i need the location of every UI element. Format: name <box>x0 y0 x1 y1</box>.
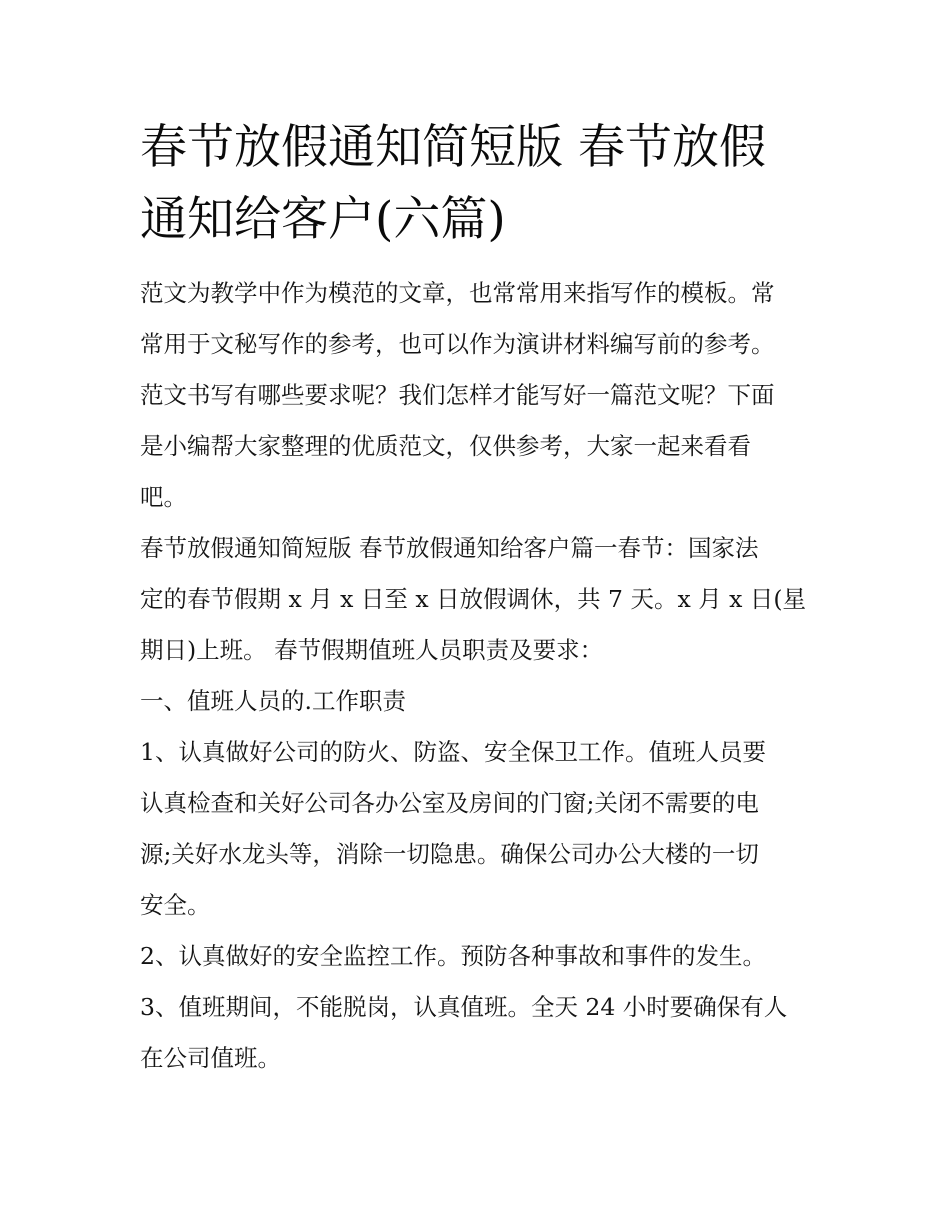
text-line: 期日)上班。 春节假期值班人员职责及要求： <box>140 636 604 664</box>
duty-item-1 <box>140 727 820 931</box>
text-line: 定的春节假期 x 月 x 日至 x 日放假调休，共 7 天。x 月 x 日(星 <box>140 585 807 613</box>
duty-item-2 <box>140 931 820 982</box>
text-line: 是小编帮大家整理的优质范文，仅供参考，大家一起来看看 <box>140 432 751 460</box>
text-line: 源;关好水龙头等，消除一切隐患。确保公司办公大楼的一切 <box>140 840 759 868</box>
text-line: 春节放假通知简短版 春节放假通知给客户篇一春节：国家法 <box>140 534 759 562</box>
text-line: 在公司值班。 <box>140 1044 281 1072</box>
document-title <box>140 112 820 256</box>
intro-paragraph <box>140 268 820 523</box>
text-line: 常用于文秘写作的参考，也可以作为演讲材料编写前的参考。 <box>140 330 775 358</box>
title-line: 春节放假通知简短版 春节放假 <box>140 120 766 175</box>
duty-item-3 <box>140 982 820 1084</box>
text-line: 3、值班期间，不能脱岗，认真值班。全天 24 小时要确保有人 <box>140 993 788 1021</box>
notice-paragraph <box>140 523 820 676</box>
text-line: 2、认真做好的安全监控工作。预防各种事故和事件的发生。 <box>140 942 766 970</box>
text-line: 范文书写有哪些要求呢？我们怎样才能写好一篇范文呢？下面 <box>140 381 775 409</box>
title-line: 通知给客户(六篇) <box>140 192 506 247</box>
text-line: 安全。 <box>140 891 211 919</box>
document-content <box>140 112 820 1084</box>
text-line: 范文为教学中作为模范的文章，也常常用来指写作的模板。常 <box>140 279 775 307</box>
text-line: 一、值班人员的.工作职责 <box>140 687 406 715</box>
section-heading <box>140 676 820 727</box>
text-line: 1、认真做好公司的防火、防盗、安全保卫工作。值班人员要 <box>140 738 766 766</box>
text-line: 认真检查和关好公司各办公室及房间的门窗;关闭不需要的电 <box>140 789 759 817</box>
text-line: 吧。 <box>140 483 187 511</box>
